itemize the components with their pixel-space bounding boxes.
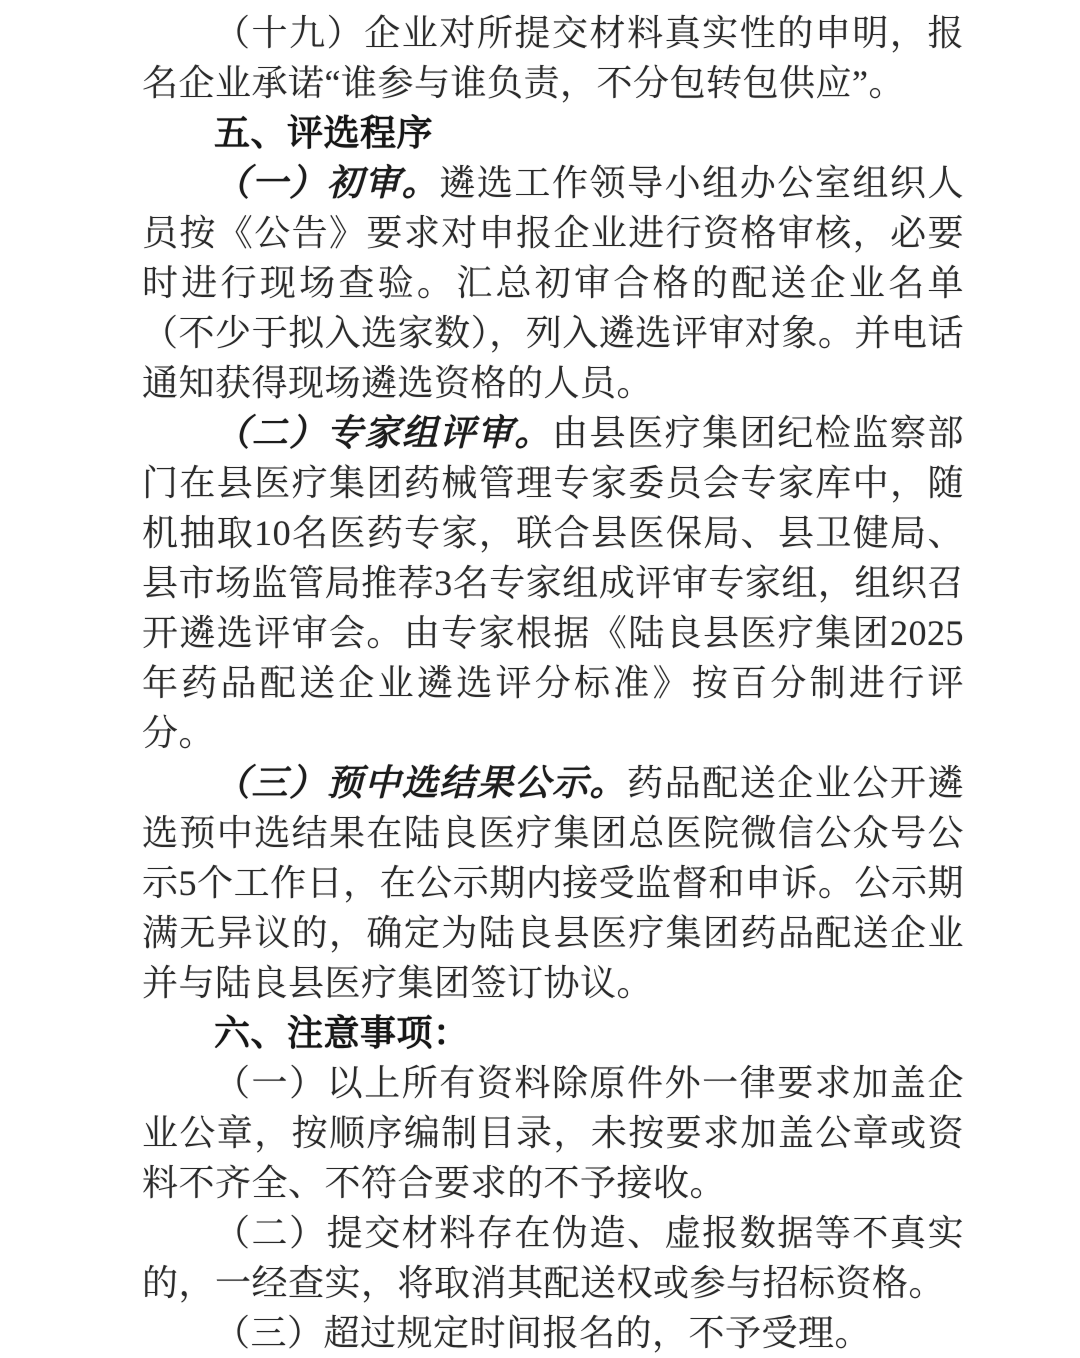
paragraph-lead: （三）预中选结果公示。 bbox=[214, 763, 628, 803]
paragraph-6-3 bbox=[142, 1308, 964, 1358]
paragraph-lead: （一）初审。 bbox=[214, 163, 440, 203]
section-heading-6: 六、注意事项： bbox=[214, 1012, 470, 1053]
paragraph-text: 药品配送企业公开遴选预中选结果在陆良医疗集团总医院微信公众号公示5个工作日，在公示期内接受监督和申诉。公示期满无异议的，确定为陆良县医疗集团药品配送企业并与陆良县医疗集团签订协议。 bbox=[142, 763, 964, 1003]
paragraph-text: （三）超过规定时间报名的，不予受理。 bbox=[214, 1313, 872, 1353]
paragraph-5-3 bbox=[142, 758, 964, 1008]
paragraph-19 bbox=[142, 8, 964, 108]
paragraph-6-2 bbox=[142, 1208, 964, 1308]
paragraph-5-1 bbox=[142, 158, 964, 408]
paragraph-text: 由县医疗集团纪检监察部门在县医疗集团药械管理专家委员会专家库中，随机抽取10名医药专家，联合县医保局、县卫健局、县市场监管局推荐3名专家组成评审专家组，组织召开遴选评审会。由专家根据《陆良县医疗集团2025年药品配送企业遴选评分标准》按百分制进行评分。 bbox=[142, 413, 964, 753]
paragraph-text: 遴选工作领导小组办公室组织人员按《公告》要求对申报企业进行资格审核，必要时进行现场查验。汇总初审合格的配送企业名单（不少于拟入选家数），列入遴选评审对象。并电话通知获得现场遴选资格的人员。 bbox=[142, 163, 964, 403]
paragraph-text: （十九）企业对所提交材料真实性的申明，报名企业承诺“谁参与谁负责，不分包转包供应”。 bbox=[142, 13, 964, 103]
paragraph-text: （二）提交材料存在伪造、虚报数据等不真实的，一经查实，将取消其配送权或参与招标资格。 bbox=[142, 1213, 964, 1303]
paragraph-5-2 bbox=[142, 408, 964, 758]
paragraph-lead: （二）专家组评审。 bbox=[214, 413, 552, 453]
section-heading-5: 五、评选程序 bbox=[214, 112, 434, 153]
paragraph-text: （一）以上所有资料除原件外一律要求加盖企业公章，按顺序编制目录，未按要求加盖公章或资料不齐全、不符合要求的不予接收。 bbox=[142, 1063, 964, 1203]
paragraph-6-1 bbox=[142, 1058, 964, 1208]
